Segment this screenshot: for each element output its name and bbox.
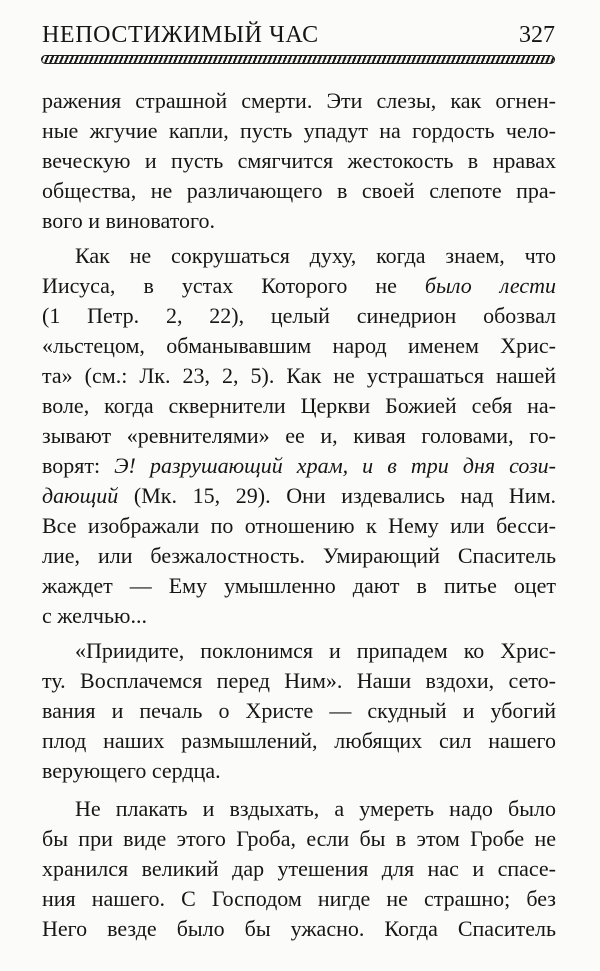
page-header xyxy=(42,22,555,49)
text-line: Как не сокрушаться духу, когда знаем, что xyxy=(75,243,556,268)
text-line: хранился великий дар утешения для нас и спасе- xyxy=(42,856,556,881)
rope-divider-ornament xyxy=(41,55,555,64)
text-line: (1 Петр. 2, 22), целый синедрион обозвал xyxy=(42,303,556,328)
paragraph xyxy=(42,794,556,944)
text-line: бы при виде этого Гроба, если бы в этом Гробе не xyxy=(42,826,556,851)
text-line: ту. Восплачемся перед Ним». Наши вздохи, сето- xyxy=(42,668,556,693)
text-line: та» (см.: Лк. 23, 2, 5). Как не устрашаться нашей xyxy=(42,363,556,388)
paragraph xyxy=(42,636,556,786)
page-number: 327 xyxy=(519,22,555,48)
text-line: «льстецом, обманывавшим народ именем Хрис- xyxy=(42,333,556,358)
text-line: верующего сердца. xyxy=(42,758,221,783)
text-line: с желчью... xyxy=(42,603,147,628)
text-line: общества, не различающего в своей слепоте пра- xyxy=(42,178,556,203)
text-line: зывают «ревнителями» ее и, кивая головами, го- xyxy=(42,423,556,448)
running-title: НЕПОСТИЖИМЫЙ ЧАС xyxy=(42,22,319,48)
text-line: Него везде было бы ужасно. Когда Спаситель xyxy=(42,916,556,941)
text-line: ния нашего. С Господом нигде не страшно; без xyxy=(42,886,556,911)
text-line: вого и виноватого. xyxy=(42,208,216,233)
text-line: лие, или безжалостность. Умирающий Спаситель xyxy=(42,543,556,568)
text-line: Иисуса, в устах Которого не было лести xyxy=(42,273,557,298)
page-body xyxy=(42,86,556,949)
text-line: ные жгучие капли, пусть упадут на гордость чело- xyxy=(42,118,556,143)
text-line: Не плакать и вздыхать, а умереть надо было xyxy=(75,796,556,821)
paragraph xyxy=(42,241,556,631)
text-line: жаждет — Ему умышленно дают в питье оцет xyxy=(42,573,556,598)
text-line: дающий (Мк. 15, 29). Они издевались над Ним. xyxy=(42,483,556,508)
text-line: воле, когда сквернители Церкви Божией себя на- xyxy=(42,393,556,418)
text-line: ражения страшной смерти. Эти слезы, как огнен- xyxy=(42,88,556,113)
text-line: «Приидите, поклонимся и припадем ко Хрис- xyxy=(75,638,556,663)
text-line: Все изображали по отношению к Нему или бесси- xyxy=(42,513,556,538)
text-line: веческую и пусть смягчится жестокость в нравах xyxy=(42,148,556,173)
text-line: вания и печаль о Христе — скудный и убогий xyxy=(42,698,556,723)
paragraph xyxy=(42,86,556,236)
text-line: плод наших размышлений, любящих сил нашего xyxy=(42,728,556,753)
text-line: ворят: Э! разрушающий храм, и в три дня сози- xyxy=(42,453,556,478)
